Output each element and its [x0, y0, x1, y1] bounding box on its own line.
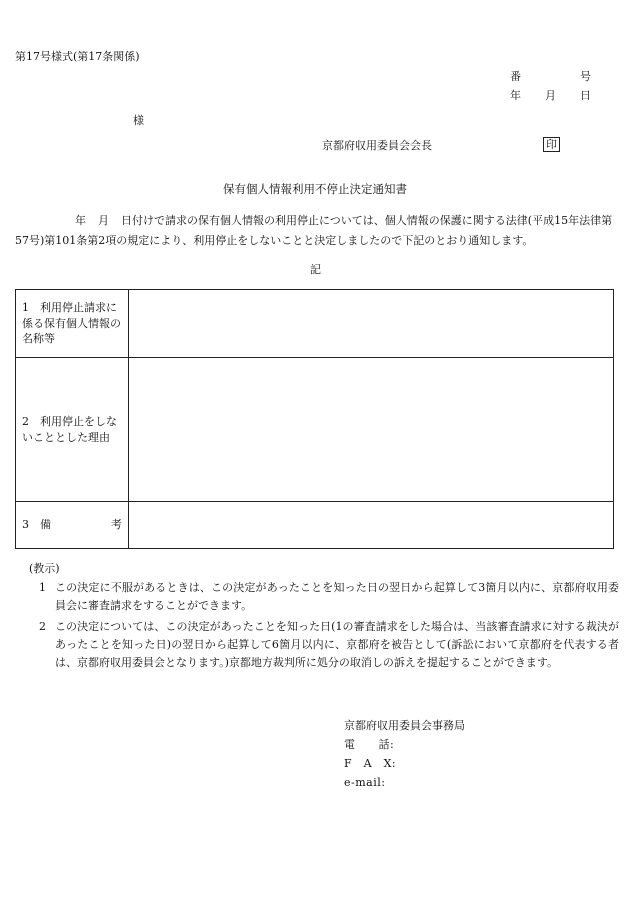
fax-label: F A X:: [344, 757, 397, 770]
date-month: 月: [545, 89, 556, 102]
note-number: 1: [39, 581, 46, 594]
date-year: 年: [510, 89, 521, 102]
seal-mark: [543, 137, 560, 152]
body-date-year: 年: [75, 214, 86, 227]
number-label-2: 号: [580, 70, 591, 83]
row3-value: [129, 502, 614, 549]
office-name: 京都府収用委員会事務局: [344, 719, 465, 732]
row3-label-end: 考: [111, 518, 122, 532]
document-title: 保有個人情報利用不停止決定通知書: [223, 182, 407, 196]
office-block: [344, 716, 465, 792]
notes-section: [29, 560, 619, 672]
seal-text: 印: [543, 137, 560, 152]
body-text: 日付けで請求の保有個人情報の利用停止については、個人情報の保護に関する法律(平成15年法律第57号)第101条第2項の規定により、利用停止をしないことと決定しましたので下記のとおり通知します。: [15, 214, 613, 247]
number-label-1: 番: [510, 70, 521, 83]
ki-heading: 記: [310, 263, 321, 276]
table-row: [16, 358, 614, 502]
email-label: e-mail:: [344, 776, 386, 789]
row3-label-num: 3 備: [22, 518, 51, 532]
form-id: 第17号様式(第17条関係): [15, 50, 140, 63]
body-date-month: 月: [98, 214, 109, 227]
table-row: [16, 290, 614, 358]
row1-value: [129, 290, 614, 358]
note-text: この決定については、この決定があったことを知った日(1の審査請求をした場合は、当該審査請求に対する裁決があったことを知った日)の翌日から起算して6箇月以内に、京都府を被告として(訴訟において京都府を代表する者は、京都府収用委員会となります。)京都地方裁判所に処分の取消しの訴えを提起することができます。: [55, 620, 619, 669]
note-text: この決定に不服があるときは、この決定があったことを知った日の翌日から起算して3箇月以内に、京都府収用委員会に審査請求をすることができます。: [55, 581, 619, 612]
row2-label: 2 利用停止をしないこととした理由: [16, 358, 129, 502]
row2-value: [129, 358, 614, 502]
record-table: [15, 289, 614, 549]
date-day: 日: [580, 89, 591, 102]
notes-heading: (教示): [29, 562, 60, 575]
tel-label: 電 話:: [344, 738, 395, 751]
note-number: 2: [39, 620, 46, 633]
body-paragraph: [15, 211, 614, 251]
addressee-suffix: 様: [133, 114, 144, 127]
table-row: [16, 502, 614, 549]
row3-label: [16, 502, 129, 549]
list-item: [29, 618, 619, 672]
sender-title: 京都府収用委員会会長: [322, 139, 432, 152]
row1-label: 1 利用停止請求に係る保有個人情報の名称等: [16, 290, 129, 358]
list-item: [29, 579, 619, 615]
